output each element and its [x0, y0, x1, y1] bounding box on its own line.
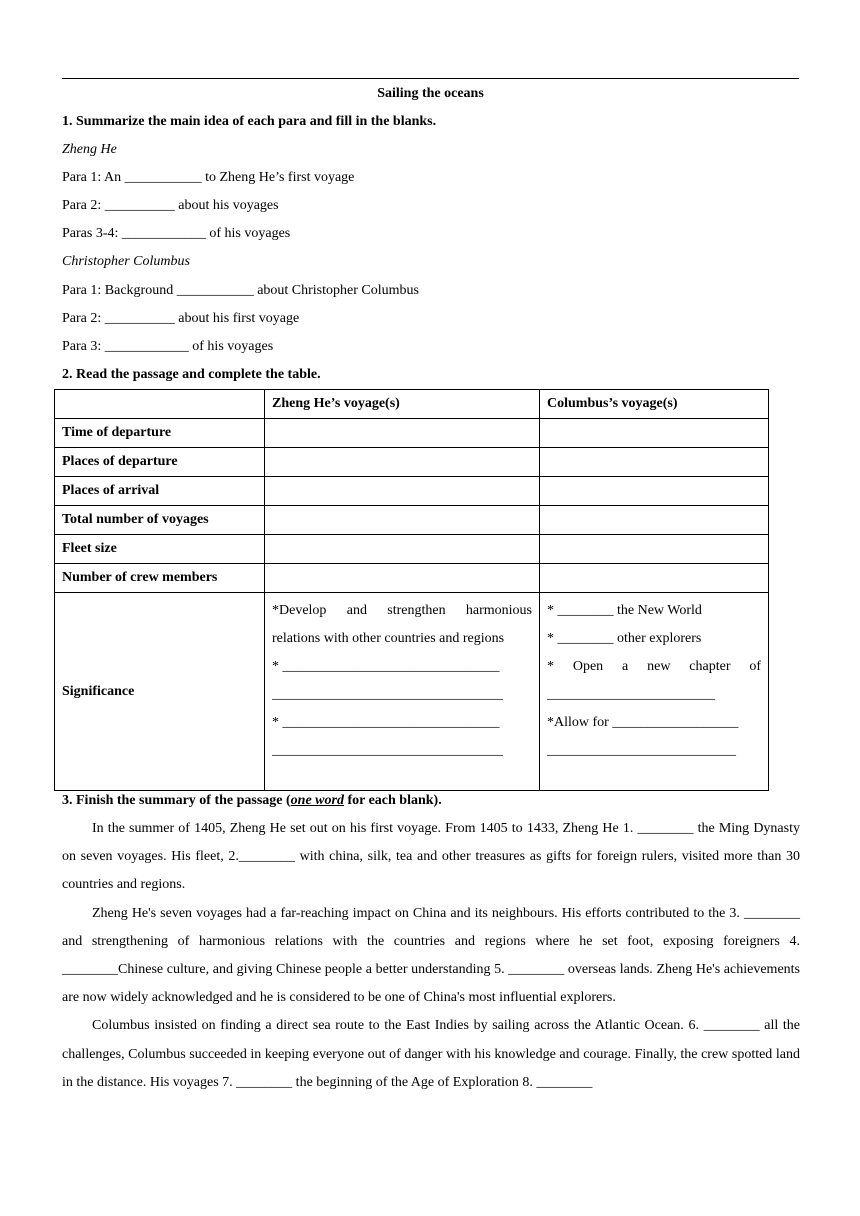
- row-label: Number of crew members: [55, 564, 265, 593]
- answer-cell[interactable]: [265, 535, 540, 564]
- significance-line: relations with other countries and regions: [272, 631, 505, 646]
- significance-line: *Allow for __________________: [547, 715, 739, 730]
- columbus-label: Christopher Columbus: [62, 254, 190, 269]
- zheng-he-label: Zheng He: [62, 142, 117, 157]
- summary-paragraph: Zheng He's seven voyages had a far-reaching impact on China and its neighbours. His efforts contributed to the 3. ________ and strengthening of harmonious relations with the countries and regions where he set foot, exposing foreigners 4. ________Chinese culture, and giving Chinese people a better understanding 5. ________ overseas lands. Zheng He's achievements are now widely acknowledged and he is considered to be one of China's most influential explorers.: [62, 905, 800, 1006]
- significance-line: ___________________________: [547, 743, 736, 758]
- significance-line: * ________ other explorers: [547, 631, 702, 646]
- answer-cell[interactable]: [540, 448, 769, 477]
- answer-cell[interactable]: [265, 477, 540, 506]
- table-row: [55, 535, 769, 564]
- page-title: Sailing the oceans: [377, 86, 484, 101]
- significance-line: ________________________: [547, 687, 715, 702]
- answer-cell[interactable]: [540, 564, 769, 593]
- significance-line: *Develop and strengthen harmonious: [272, 603, 532, 618]
- q2-heading: 2. Read the passage and complete the table.: [62, 367, 321, 382]
- summary-paragraph: In the summer of 1405, Zheng He set out on his first voyage. From 1405 to 1433, Zheng He 1. ________ the Ming Dynasty on seven voyages. His fleet, 2.________ with china, silk, tea and other treasures as gifts for foreign rulers, visited more than 30 countries and regions.: [62, 821, 800, 893]
- columbus-para-1: Para 1: Background ___________ about Christopher Columbus: [62, 283, 419, 298]
- significance-line: _________________________________: [272, 743, 503, 758]
- row-label: Places of arrival: [55, 477, 265, 506]
- answer-cell[interactable]: [540, 419, 769, 448]
- row-label: Fleet size: [55, 535, 265, 564]
- significance-line: * Open a new chapter of: [547, 659, 761, 674]
- zheng-para-1: Para 1: An ___________ to Zheng He’s first voyage: [62, 170, 355, 185]
- significance-line: * _______________________________: [272, 659, 500, 674]
- answer-cell[interactable]: [265, 506, 540, 535]
- row-label: Places of departure: [55, 448, 265, 477]
- answer-cell[interactable]: [265, 564, 540, 593]
- table-row: [55, 506, 769, 535]
- table-header-cell: [55, 390, 265, 419]
- answer-cell[interactable]: [265, 419, 540, 448]
- columbus-para-3: Para 3: ____________ of his voyages: [62, 339, 274, 354]
- q3-heading-emphasis: one word: [290, 793, 344, 808]
- answer-cell[interactable]: [540, 477, 769, 506]
- q3-heading-before: 3. Finish the summary of the passage (: [62, 793, 291, 808]
- row-label: Significance: [55, 593, 265, 791]
- q3-heading-after: for each blank).: [343, 793, 442, 808]
- table-header-cell: Zheng He’s voyage(s): [265, 390, 540, 419]
- summary-passage: [62, 815, 800, 1097]
- answer-cell[interactable]: [540, 506, 769, 535]
- zheng-significance-cell[interactable]: [265, 593, 540, 791]
- row-label: Total number of voyages: [55, 506, 265, 535]
- row-label: Time of departure: [55, 419, 265, 448]
- table-row: [55, 564, 769, 593]
- columbus-para-2: Para 2: __________ about his first voyage: [62, 311, 300, 326]
- significance-line: * ________ the New World: [547, 603, 702, 618]
- table-header-row: [55, 390, 769, 419]
- table-row: [55, 477, 769, 506]
- table-header-cell: Columbus’s voyage(s): [540, 390, 769, 419]
- zheng-para-2: Para 2: __________ about his voyages: [62, 198, 279, 213]
- table-row: [55, 419, 769, 448]
- comparison-table: [54, 389, 769, 791]
- header-rule: [62, 78, 799, 79]
- q1-heading: 1. Summarize the main idea of each para and fill in the blanks.: [62, 114, 437, 129]
- significance-row: [55, 593, 769, 791]
- answer-cell[interactable]: [265, 448, 540, 477]
- significance-line: _________________________________: [272, 687, 503, 702]
- summary-paragraph: Columbus insisted on finding a direct sea route to the East Indies by sailing across the Atlantic Ocean. 6. ________ all the challenges, Columbus succeeded in keeping everyone out of danger with his knowledge and courage. Finally, the crew spotted land in the distance. His voyages 7. ________ the beginning of the Age of Exploration 8. ________: [62, 1018, 800, 1090]
- columbus-significance-cell[interactable]: [540, 593, 769, 791]
- table-row: [55, 448, 769, 477]
- significance-line: * _______________________________: [272, 715, 500, 730]
- answer-cell[interactable]: [540, 535, 769, 564]
- zheng-paras-3-4: Paras 3-4: ____________ of his voyages: [62, 226, 291, 241]
- q3-heading: [62, 791, 442, 811]
